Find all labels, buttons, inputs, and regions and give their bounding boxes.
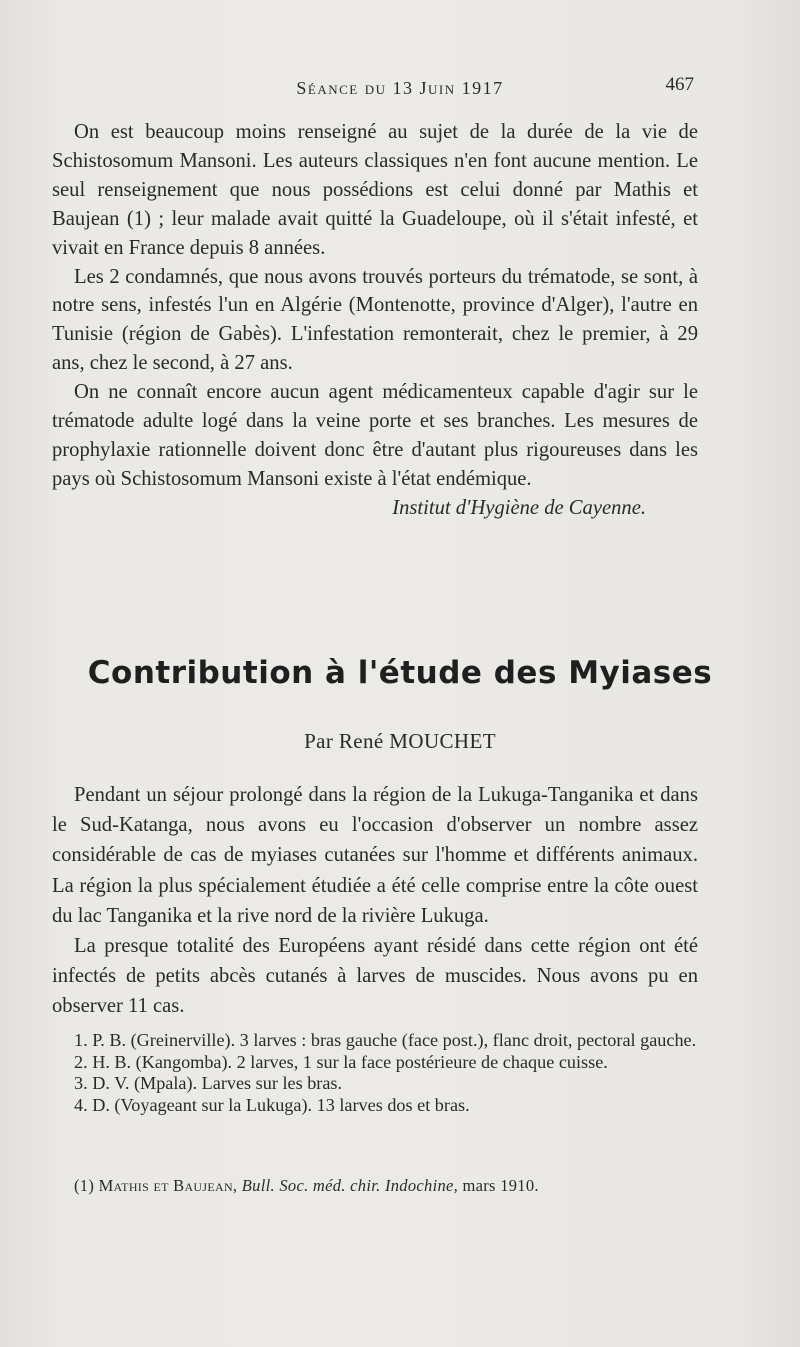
- paragraph: On ne connaît encore aucun agent médicamenteux capable d'agir sur le trématode adulte logé dans la veine porte et ses branches. Les mesures de prophylaxie rationnelle doivent donc être d'autant plus rigoureuses dans les pays où Schistosomum Mansoni existe à l'état endémique.: [52, 381, 698, 490]
- footnote-authors: Mathis et Baujean,: [98, 1176, 238, 1195]
- article-title: Contribution à l'étude des Myiases: [87, 655, 713, 691]
- institution-signature: Institut d'Hygiène de Cayenne.: [392, 496, 646, 519]
- page-number: 467: [665, 74, 694, 95]
- footnote-marker: (1): [74, 1176, 95, 1195]
- paragraph: Les 2 condamnés, que nous avons trouvés porteurs du trématode, se sont, à notre sens, infestés l'un en Algérie (Montenotte, province d'Alger), l'autre en Tunisie (région de Gabès). L'infestation remonterait, chez le premier, à 29 ans, chez le second, à 27 ans.: [52, 265, 698, 375]
- case-item: 1. P. B. (Greinerville). 3 larves : bras gauche (face post.), flanc droit, pectoral gauche.: [74, 1030, 697, 1050]
- running-head: Séance du 13 Juin 1917: [296, 78, 504, 98]
- article-body: [52, 780, 698, 1022]
- case-list: [52, 1030, 698, 1116]
- article-byline: Par René MOUCHET: [304, 729, 496, 753]
- page-header: [0, 74, 800, 104]
- paragraph: On est beaucoup moins renseigné au sujet de la durée de la vie de Schistosomum Mansoni. Les auteurs classiques n'en font aucune mention. Le seul renseignement que nous possédions est celui donné par Mathis et Baujean (1) ; leur malade avait quitté la Guadeloupe, où il s'était infesté, et vivait en France depuis 8 années.: [52, 121, 698, 259]
- footnote-reference: Bull. Soc. méd. chir. Indochine,: [241, 1176, 459, 1195]
- case-item: 3. D. V. (Mpala). Larves sur les bras.: [74, 1073, 343, 1093]
- footnote-date: mars 1910.: [462, 1176, 539, 1195]
- case-item: 2. H. B. (Kangomba). 2 larves, 1 sur la face postérieure de chaque cuisse.: [74, 1051, 608, 1072]
- paragraph: La presque totalité des Européens ayant résidé dans cette région ont été infectés de petits abcès cutanés à larves de muscides. Nous avons pu en observer 11 cas.: [52, 935, 698, 1018]
- previous-article-conclusion: [52, 118, 698, 523]
- footnote: [74, 1176, 694, 1196]
- paragraph: Pendant un séjour prolongé dans la région de la Lukuga-Tanganika et dans le Sud-Katanga, nous avons eu l'occasion d'observer un nombre assez considérable de cas de myiases cutanées sur l'homme et différents animaux. La région la plus spécialement étudiée a été celle comprise entre la côte ouest du lac Tanganika et la rive nord de la rivière Lukuga.: [52, 784, 698, 927]
- case-item: 4. D. (Voyageant sur la Lukuga). 13 larves dos et bras.: [74, 1094, 470, 1115]
